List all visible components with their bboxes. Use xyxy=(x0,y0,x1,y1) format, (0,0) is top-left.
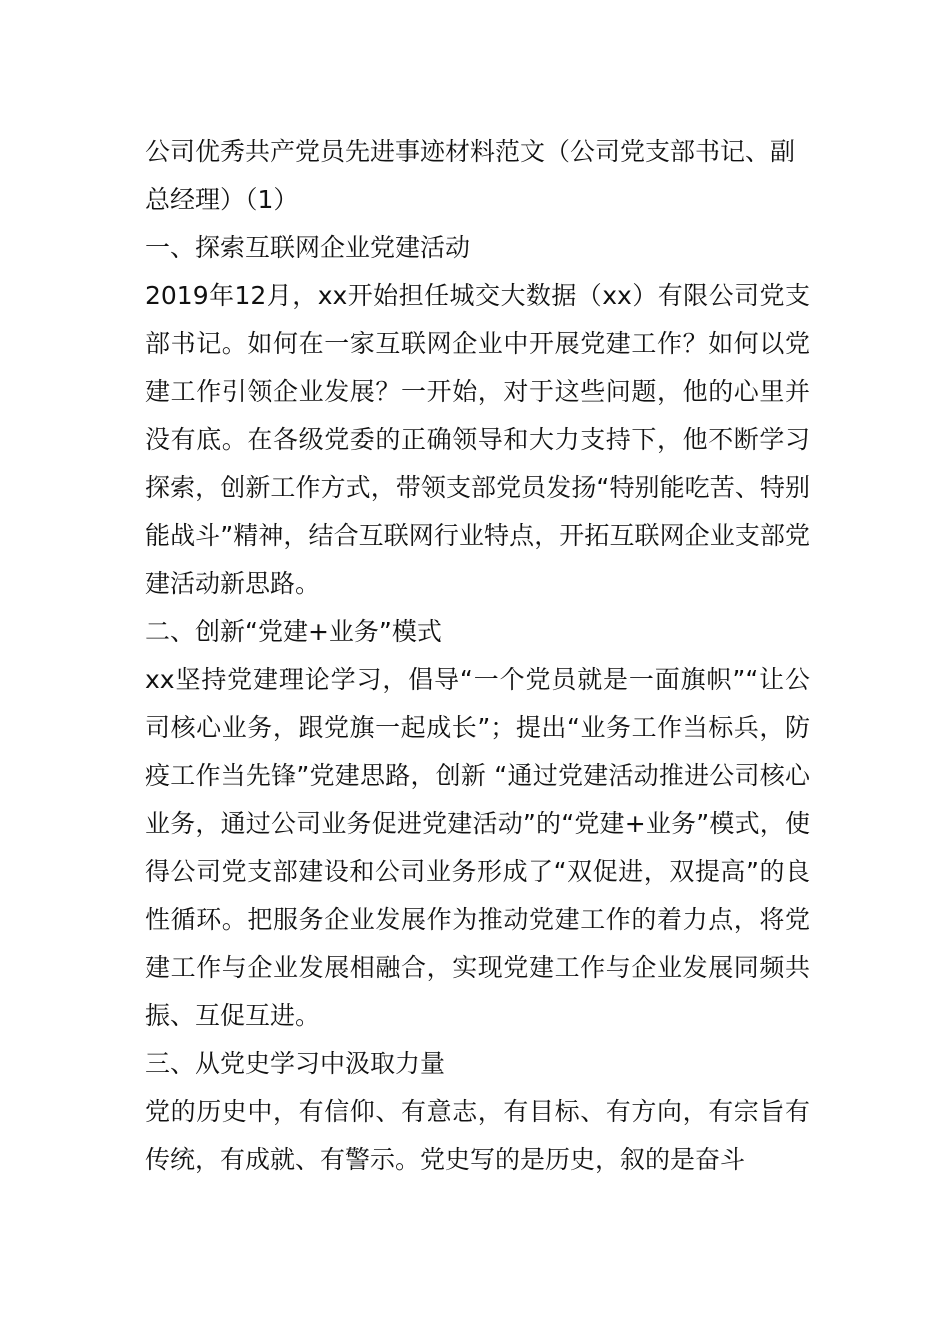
section-body-1: 2019年12月，xx开始担任城交大数据（xx）有限公司党支部书记。如何在一家互联网企业中开展党建工作？如何以党建工作引领企业发展？一开始，对于这些问题，他的心里并没有底。在各级党委的正确领导和大力支持下，他不断学习探索，创新工作方式，带领支部党员发扬“特别能吃苦、特别能战斗”精神，结合互联网行业特点，开拓互联网企业支部党建活动新思路。 xyxy=(145,281,810,598)
section-heading-3: 三、从党史学习中汲取力量 xyxy=(145,1049,446,1078)
section-body-3: 党的历史中，有信仰、有意志，有目标、有方向，有宗旨有传统，有成就、有警示。党史写的是历史，叙的是奋斗 xyxy=(145,1097,810,1174)
document-title: 公司优秀共产党员先进事迹材料范文（公司党支部书记、副总经理）（1） xyxy=(145,137,796,214)
section-body-2: xx坚持党建理论学习，倡导“一个党员就是一面旗帜”“让公司核心业务，跟党旗一起成长”；提出“业务工作当标兵，防疫工作当先锋”党建思路，创新 “通过党建活动推进公司核心业务，通过公司业务促进党建活动”的“党建+业务”模式，使得公司党支部建设和公司业务形成了“双促进，双提高”的良性循环。把服务企业发展作为推动党建工作的着力点，将党建工作与企业发展相融合，实现党建工作与企业发展同频共振、互促互进。 xyxy=(145,665,810,1030)
section-heading-2: 二、创新“党建+业务”模式 xyxy=(145,617,442,646)
document-content xyxy=(145,128,810,1184)
section-heading-1: 一、探索互联网企业党建活动 xyxy=(145,233,471,262)
